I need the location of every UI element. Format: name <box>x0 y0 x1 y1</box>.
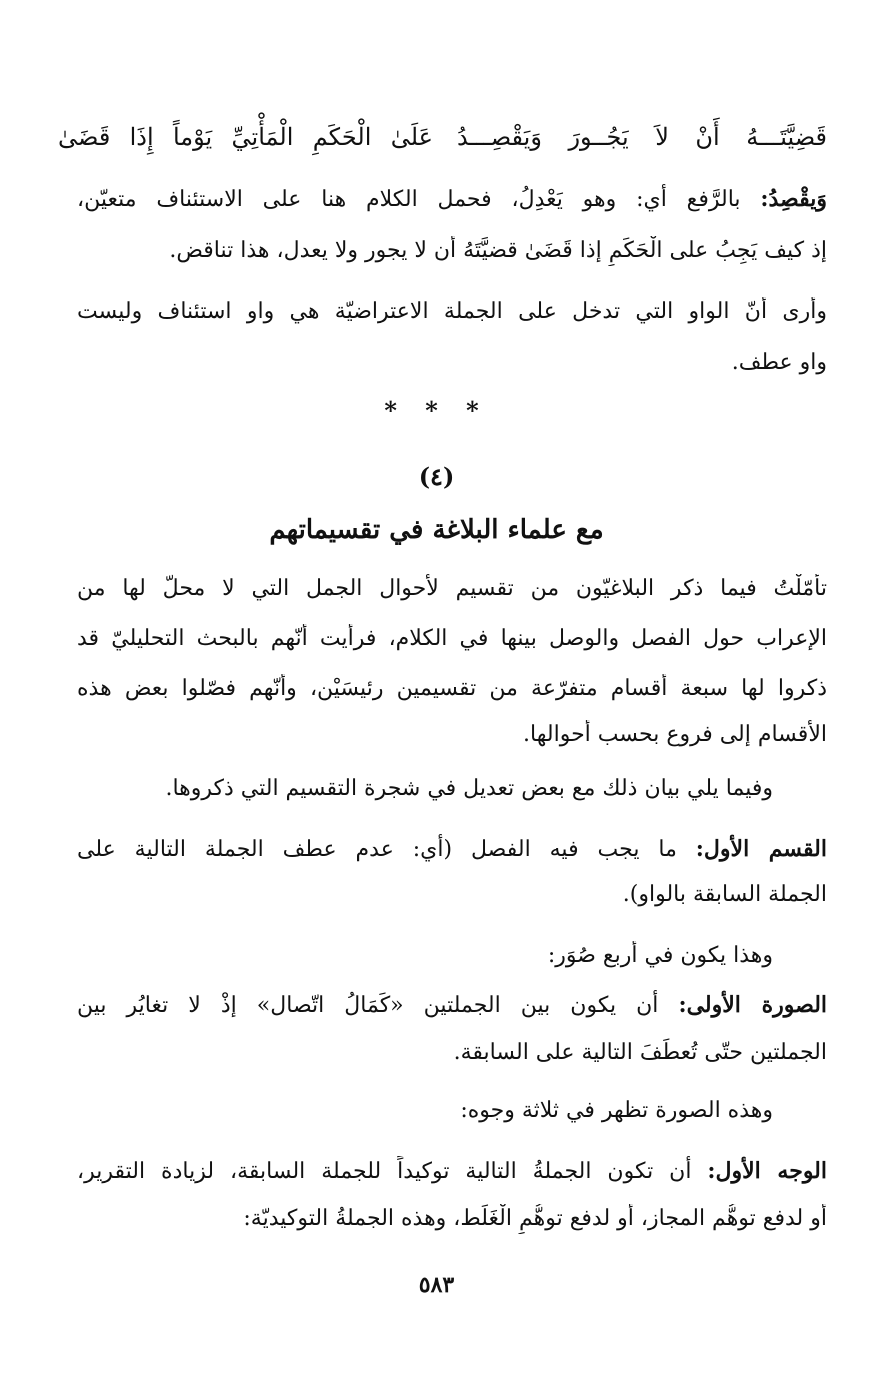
section-one-label: القسم الأول: <box>695 836 827 862</box>
paragraph-1-line-1: تأمّلْتُ فيما ذكر البلاغيّون من تقسيم لأحوال الجمل التي لا محلّ لها من <box>77 576 827 601</box>
paragraph-7-line-1: الوجه الأول: أن تكون الجملةُ التالية توكيداً للجملة السابقة، لزيادة التقرير، <box>77 1158 827 1184</box>
paragraph-3-line-1: القسم الأول: ما يجب فيه الفصل (أي: عدم عطف الجملة التالية على <box>77 836 827 862</box>
commentary-text: بالرَّفع أي: وهو يَعْدِلُ، فحمل الكلام هنا على الاستئناف متعيّن، <box>77 187 761 212</box>
paragraph-7-line-2: أو لدفع توهُّم المجاز، أو لدفع توهُّمِ الْغَلَط، وهذه الجملةُ التوكيديّة: <box>243 1206 827 1231</box>
paragraph-2: وفيما يلي بيان ذلك مع بعض تعديل في شجرة التقسيم التي ذكروها. <box>165 776 773 801</box>
commentary-lead-word: وَيقْصِدُ: <box>760 186 827 212</box>
paragraph-1-line-2: الإعراب حول الفصل والوصل بينها في الكلام، فرأيت أنّهم بالبحث التحليليّ قد <box>77 626 827 651</box>
section-number: (٤) <box>418 462 455 491</box>
commentary-line-1 <box>77 184 827 215</box>
paragraph-6: وهذه الصورة تظهر في ثلاثة وجوه: <box>460 1098 773 1123</box>
paragraph-5-line-2: الجملتين حتّى تُعطَفَ التالية على السابقة. <box>453 1040 827 1065</box>
paragraph-1-line-3: ذكروا لها سبعة أقسام متفرّعة من تقسيمين رئيسَيْن، وأنّهم فصّلوا بعض هذه <box>77 676 827 701</box>
verse-first-hemistich: قَضِيَّتَـــهُ أَنْ لاَ يَجُــورَ وَيَقْصِـــدُ <box>457 123 827 151</box>
section-title: مع علماء البلاغة في تقسيماتهم <box>269 515 604 545</box>
page-number: ٥٨٣ <box>418 1272 455 1298</box>
paragraph-3-line-2: الجملة السابقة بالواو). <box>622 882 827 907</box>
commentary-line-3: وأرى أنّ الواو التي تدخل على الجملة الاعتراضيّة هي واو استئناف وليست <box>77 299 827 324</box>
commentary-line-4: واو عطف. <box>731 350 827 375</box>
section-separator: * * * <box>384 396 489 425</box>
verse-second-hemistich: عَلَىٰ الْحَكَمِ الْمَأْتِيِّ يَوْماً إِذَا قَضَىٰ <box>58 123 433 151</box>
paragraph-4: وهذا يكون في أربع صُوَر: <box>547 943 773 968</box>
commentary-line-2: إذ كيف يَجِبُ على الْحَكَمِ إذا قَضَىٰ قضيَّتَهُ أن لا يجور ولا يعدل، هذا تناقض. <box>169 238 827 263</box>
paragraph-1-line-4: الأقسام إلى فروع بحسب أحوالها. <box>523 722 827 747</box>
form-one-label: الصورة الأولى: <box>678 992 827 1018</box>
aspect-one-label: الوجه الأول: <box>707 1158 827 1184</box>
paragraph-5-line-1: الصورة الأولى: أن يكون بين الجملتين «كَمَالُ اتّصال» إذْ لا تغايُر بين <box>77 992 827 1018</box>
